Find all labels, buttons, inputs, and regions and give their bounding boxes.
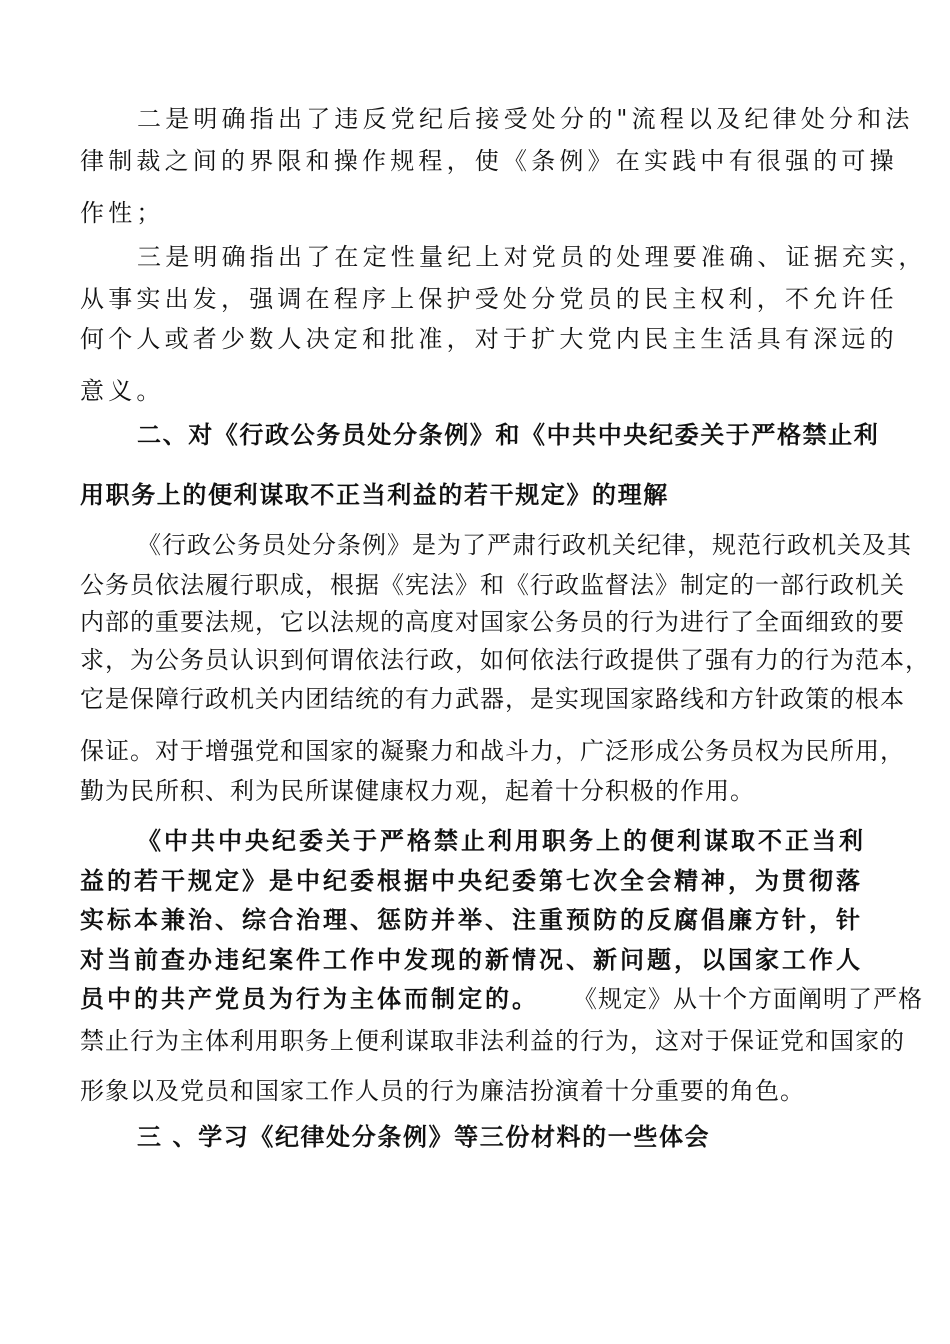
paragraph-3-line-5: 它是保障行政机关内团结统的有力武器，是实现国家路线和方针政策的根本	[80, 685, 905, 713]
paragraph-1-line-1: 二是明确指出了违反党纪后接受处分的"流程以及纪律处分和法	[137, 105, 914, 133]
paragraph-3-line-3: 内部的重要法规，它以法规的高度对国家公务员的行为进行了全面细致的要	[80, 608, 905, 636]
paragraph-2-line-3: 何个人或者少数人决定和批准，对于扩大党内民主生活具有深远的	[80, 325, 898, 353]
paragraph-2-line-2: 从事实出发，强调在程序上保护受处分党员的民主权利，不允许任	[80, 285, 898, 313]
paragraph-3-line-4: 求，为公务员认识到何谓依法行政，如何依法行政提供了强有力的行为范本，	[80, 646, 930, 674]
paragraph-4-line-5	[80, 984, 923, 1014]
section-heading-2-line-2: 用职务上的便利谋取不正当利益的若干规定》的理解	[80, 481, 669, 509]
paragraph-3-line-7: 勤为民所积、利为民所谋健康权力观，起着十分积极的作用。	[80, 777, 755, 805]
paragraph-2-line-1: 三是明确指出了在定性量纪上对党员的处理要准确、证据充实，	[137, 243, 927, 271]
paragraph-4-bold-line-4: 对当前查办违纪案件工作中发现的新情况、新问题，以国家工作人	[80, 945, 863, 974]
paragraph-2-line-4: 意义。	[80, 377, 165, 405]
paragraph-1-line-3: 作性；	[80, 199, 165, 227]
paragraph-3-line-6: 保证。对于增强党和国家的凝聚力和战斗力，广泛形成公务员权为民所用，	[80, 737, 905, 765]
paragraph-3-line-1: 《行政公务员处分条例》是为了严肃行政机关纪律，规范行政机关及其	[137, 531, 912, 559]
paragraph-4-bold-line-1: 《中共中央纪委关于严格禁止利用职务上的便利谋取不正当利	[137, 826, 866, 855]
paragraph-4-bold-line-2: 益的若干规定》是中纪委根据中央纪委第七次全会精神，为贯彻落	[80, 866, 863, 895]
paragraph-4-tail-text: 《规定》从十个方面阐明了严格	[573, 985, 923, 1013]
paragraph-1-line-2: 律制裁之间的界限和操作规程，使《条例》在实践中有很强的可操	[80, 147, 898, 175]
section-heading-2-line-1: 二、对《行政公务员处分条例》和《中共中央纪委关于严格禁止利	[137, 421, 880, 449]
paragraph-3-line-2: 公务员依法履行职成，根据《宪法》和《行政监督法》制定的一部行政机关	[80, 571, 905, 599]
paragraph-4-line-7: 形象以及党员和国家工作人员的行为廉洁扮演着十分重要的角色。	[80, 1077, 805, 1105]
paragraph-4-bold-line-3: 实标本兼治、综合治理、惩防并举、注重预防的反腐倡廉方针，针	[80, 905, 863, 934]
paragraph-4-bold-line-5: 员中的共产党员为行为主体而制定的。	[80, 984, 539, 1013]
section-heading-3: 三 、学习《纪律处分条例》等三份材料的一些体会	[137, 1123, 711, 1151]
paragraph-4-line-6: 禁止行为主体利用职务上便利谋取非法利益的行为，这对于保证党和国家的	[80, 1027, 905, 1055]
